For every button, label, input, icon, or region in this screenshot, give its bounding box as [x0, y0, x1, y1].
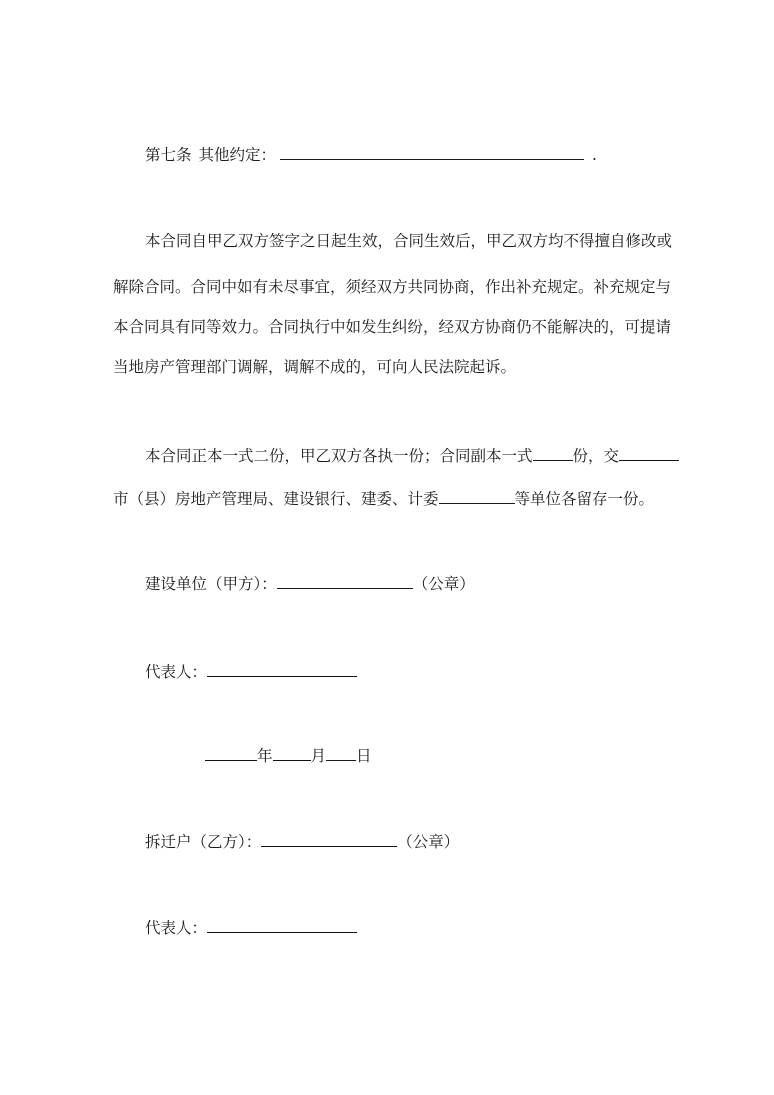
party-b-seal: （公章） — [397, 833, 460, 851]
year-label: 年 — [257, 747, 273, 765]
clause-7-title: 其他约定： — [198, 146, 277, 164]
paragraph-1-line-1: 本合同自甲乙双方签字之日起生效，合同生效后，甲乙双方均不得擅自修改或 — [145, 232, 673, 250]
paragraph-1-line-2: 解除合同。合同中如有未尽事宜，须经双方共同协商，作出补充规定。补充规定与 — [113, 278, 672, 296]
recipient-city-blank[interactable] — [619, 446, 679, 461]
paragraph-1-line-3: 本合同具有同等效力。合同执行中如发生纠纷，经双方协商仍不能解决的，可提请 — [113, 318, 672, 336]
other-terms-blank[interactable] — [280, 145, 584, 160]
retain-text: 等单位各留存一份。 — [514, 490, 655, 508]
party-a-line — [145, 574, 774, 594]
day-label: 日 — [356, 747, 372, 765]
copies-text-b: 份，交 — [572, 447, 620, 465]
party-a-label: 建设单位（甲方）： — [145, 575, 277, 593]
month-blank[interactable] — [273, 746, 311, 761]
clause-7-line — [145, 145, 774, 165]
party-a-name-blank[interactable] — [277, 574, 413, 589]
party-b-name-blank[interactable] — [261, 832, 397, 847]
agencies-blank[interactable] — [439, 489, 515, 504]
date-line — [205, 746, 774, 766]
day-blank[interactable] — [326, 746, 356, 761]
year-blank[interactable] — [205, 746, 257, 761]
party-a-rep-label: 代表人： — [145, 663, 208, 681]
month-label: 月 — [310, 747, 327, 765]
copies-text-a: 本合同正本一式二份，甲乙双方各执一份；合同副本一式 — [145, 447, 533, 465]
party-b-line — [145, 832, 774, 852]
party-a-seal: （公章） — [412, 575, 475, 593]
party-b-label: 拆迁户（乙方）： — [145, 833, 262, 851]
copies-count-blank[interactable] — [533, 446, 573, 461]
party-b-rep-label: 代表人： — [145, 919, 208, 937]
party-a-rep-blank[interactable] — [207, 662, 357, 677]
paragraph-2-line-1 — [145, 446, 774, 466]
clause-7-period: . — [592, 146, 597, 164]
party-b-rep-line — [145, 918, 774, 938]
clause-7-label: 第七条 — [145, 146, 192, 164]
paragraph-2-line-2 — [113, 489, 774, 509]
party-a-rep-line — [145, 662, 774, 682]
paragraph-1-line-4: 当地房产管理部门调解，调解不成的，可向人民法院起诉。 — [113, 358, 517, 376]
agencies-text: 市（县）房地产管理局、建设银行、建委、计委 — [113, 490, 439, 508]
party-b-rep-blank[interactable] — [207, 918, 357, 933]
